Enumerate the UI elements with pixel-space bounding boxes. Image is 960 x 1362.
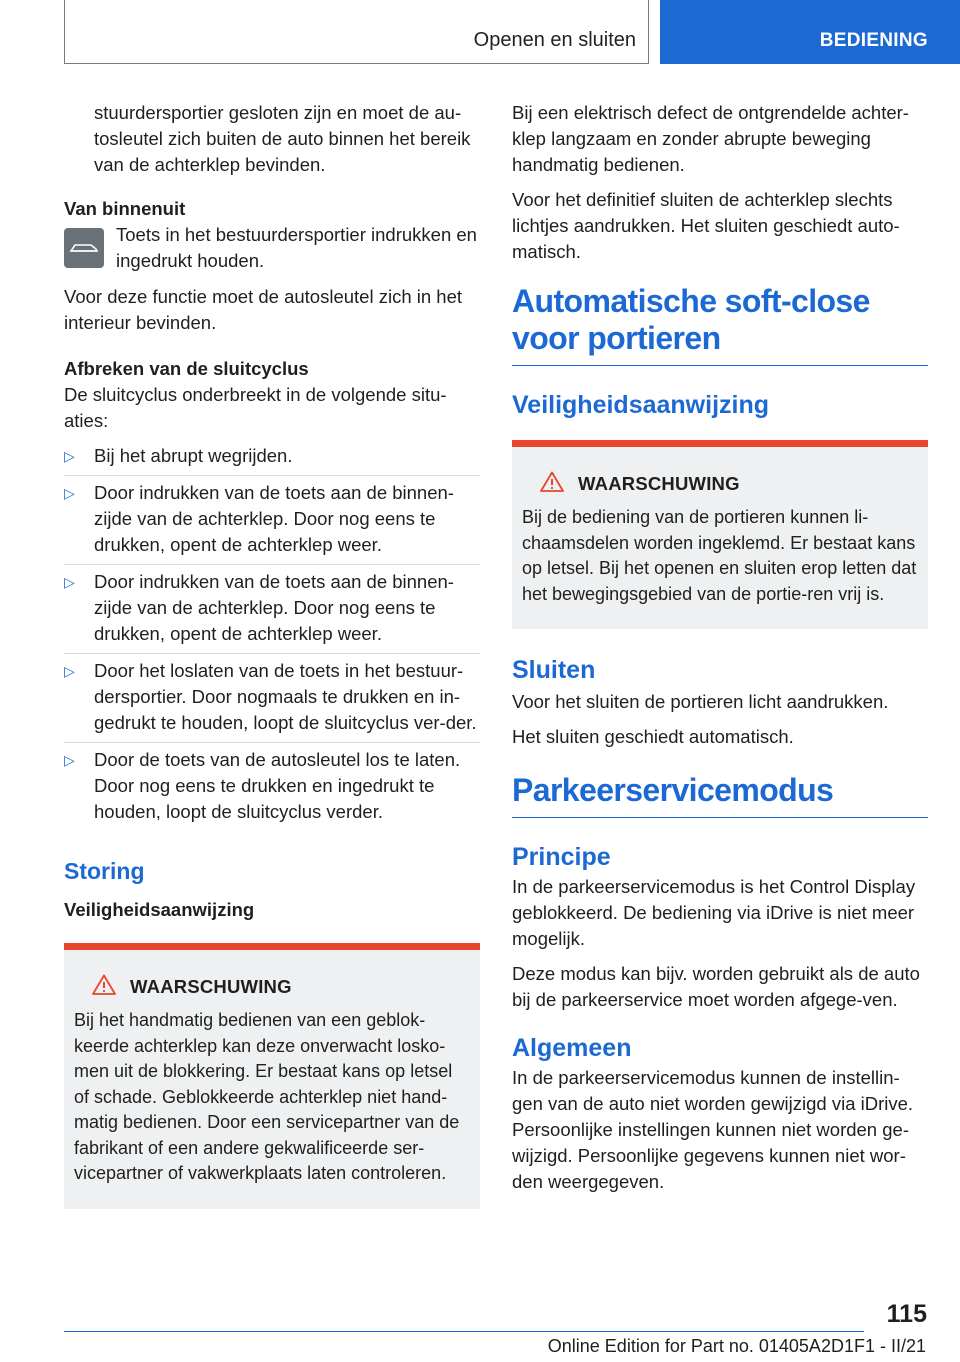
- park-title: Parkeerservicemodus: [512, 772, 928, 818]
- footer-divider: [64, 1331, 864, 1332]
- page-number: 115: [886, 1300, 927, 1328]
- warning-header-right: [522, 471, 918, 497]
- warning-label-right: WAARSCHUWING: [578, 473, 740, 494]
- abort-intro: De sluitcyclus onderbreekt in de volgende situ-aties:: [64, 384, 447, 431]
- car-button-icon: [64, 228, 104, 268]
- abort-list: [64, 443, 480, 831]
- inside-heading: Van binnenuit: [64, 198, 186, 219]
- principle-text-2: Deze modus kan bijv. worden gebruikt als de auto bij de parkeerservice moet worden afgege-ven.: [512, 963, 920, 1010]
- warning-box-right: [512, 440, 928, 629]
- warning-label: WAARSCHUWING: [130, 976, 292, 997]
- list-item: ▷ Bij het abrupt wegrijden.: [64, 443, 480, 476]
- defect-paragraph: Bij een elektrisch defect de ontgrendelde achter-klep langzaam en zonder abrupte beweging handmatig bedienen.: [512, 102, 909, 175]
- list-item: ▷ Door indrukken van de toets aan de binnen-zijde van de achterklep. Door nog eens te drukken, opent de achterklep weer.: [64, 569, 480, 654]
- warning-triangle-icon: [540, 471, 564, 497]
- list-item: ▷ Door indrukken van de toets aan de binnen-zijde van de achterklep. Door nog eens te drukken, opent de achterklep weer.: [64, 480, 480, 565]
- right-column: [512, 100, 928, 1204]
- warning-header: [74, 974, 470, 1000]
- softclose-title: Automatische soft-close voor portieren: [512, 283, 928, 366]
- close-heading: Sluiten: [512, 656, 596, 684]
- header-chapter-tab: [660, 0, 960, 64]
- inside-instruction: [64, 222, 480, 274]
- safety-heading-right: Veiligheidsaanwijzing: [512, 391, 770, 419]
- abort-heading: Afbreken van de sluitcyclus: [64, 358, 309, 379]
- warning-triangle-icon: [92, 974, 116, 1000]
- inside-text: Toets in het bestuurdersportier indrukken en ingedrukt houden.: [116, 224, 477, 271]
- inside-note: Voor deze functie moet de autosleutel zich in het interieur bevinden.: [64, 286, 463, 333]
- bullet-marker-icon: ▷: [64, 485, 75, 501]
- safety-heading: Veiligheidsaanwijzing: [64, 899, 255, 920]
- fault-heading: Storing: [64, 858, 145, 884]
- list-item: ▷ Door het loslaten van de toets in het bestuur-dersportier. Door nogmaals te drukken en in-gedrukt te houden, loopt de sluitcyclus ver-der.: [64, 658, 480, 743]
- close-paragraph: Voor het definitief sluiten de achterklep slechts lichtjes aandrukken. Het sluiten geschiedt auto-matisch.: [512, 189, 900, 262]
- header-chapter-title: BEDIENING: [819, 30, 928, 51]
- close-text-2: Het sluiten geschiedt automatisch.: [512, 726, 794, 747]
- general-heading: Algemeen: [512, 1034, 632, 1062]
- list-item: ▷ Door de toets van de autosleutel los te laten. Door nog eens te drukken en ingedrukt te houden, loopt de sluitcyclus verder.: [64, 749, 461, 822]
- close-text-1: Voor het sluiten de portieren licht aandrukken.: [512, 691, 889, 712]
- bullet-marker-icon: ▷: [64, 752, 75, 768]
- bullet-marker-icon: ▷: [64, 448, 75, 464]
- continued-paragraph: stuurdersportier gesloten zijn en moet de au-tosleutel zich buiten de auto binnen het bereik van de achterklep bevinden.: [94, 102, 471, 175]
- general-text-1: In de parkeerservicemodus kunnen de instellin-gen van de auto niet worden gewijzigd via iDrive. Persoonlijke instellingen kunnen niet worden ge-wijzigd. Persoonlijke gegevens kunnen niet wor-den weergegeven.: [512, 1067, 914, 1192]
- principle-text-1: In de parkeerservicemodus is het Control Display geblokkeerd. De bediening via iDrive is niet meer mogelijk.: [512, 876, 916, 949]
- bullet-marker-icon: ▷: [64, 574, 75, 590]
- principle-heading: Principe: [512, 843, 611, 871]
- warning-text: Bij het handmatig bedienen van een geblok-keerde achterklep kan deze onverwacht losko-men uit de blokkering. Er bestaat kans op letsel of schade. Geblokkeerde achterklep niet hand-matig bedienen. Door een servicepartner van de fabrikant of een andere gekwalificeerde ser-vicepartner of vakwerkplaats laten controleren.: [74, 1010, 460, 1183]
- bullet-marker-icon: ▷: [64, 663, 75, 679]
- warning-text-right: Bij de bediening van de portieren kunnen li-chaamsdelen worden ingeklemd. Er bestaat kans op letsel. Bij het openen en sluiten erop letten dat het bewegingsgebied van de portie-ren vrij is.: [522, 507, 917, 604]
- footer-edition: Online Edition for Part no. 01405A2D1F1 - II/21: [547, 1336, 926, 1356]
- warning-box: [64, 943, 480, 1209]
- header-section-tab: [64, 0, 649, 64]
- left-column: [64, 100, 480, 1209]
- header-section-title: Openen en sluiten: [473, 29, 636, 51]
